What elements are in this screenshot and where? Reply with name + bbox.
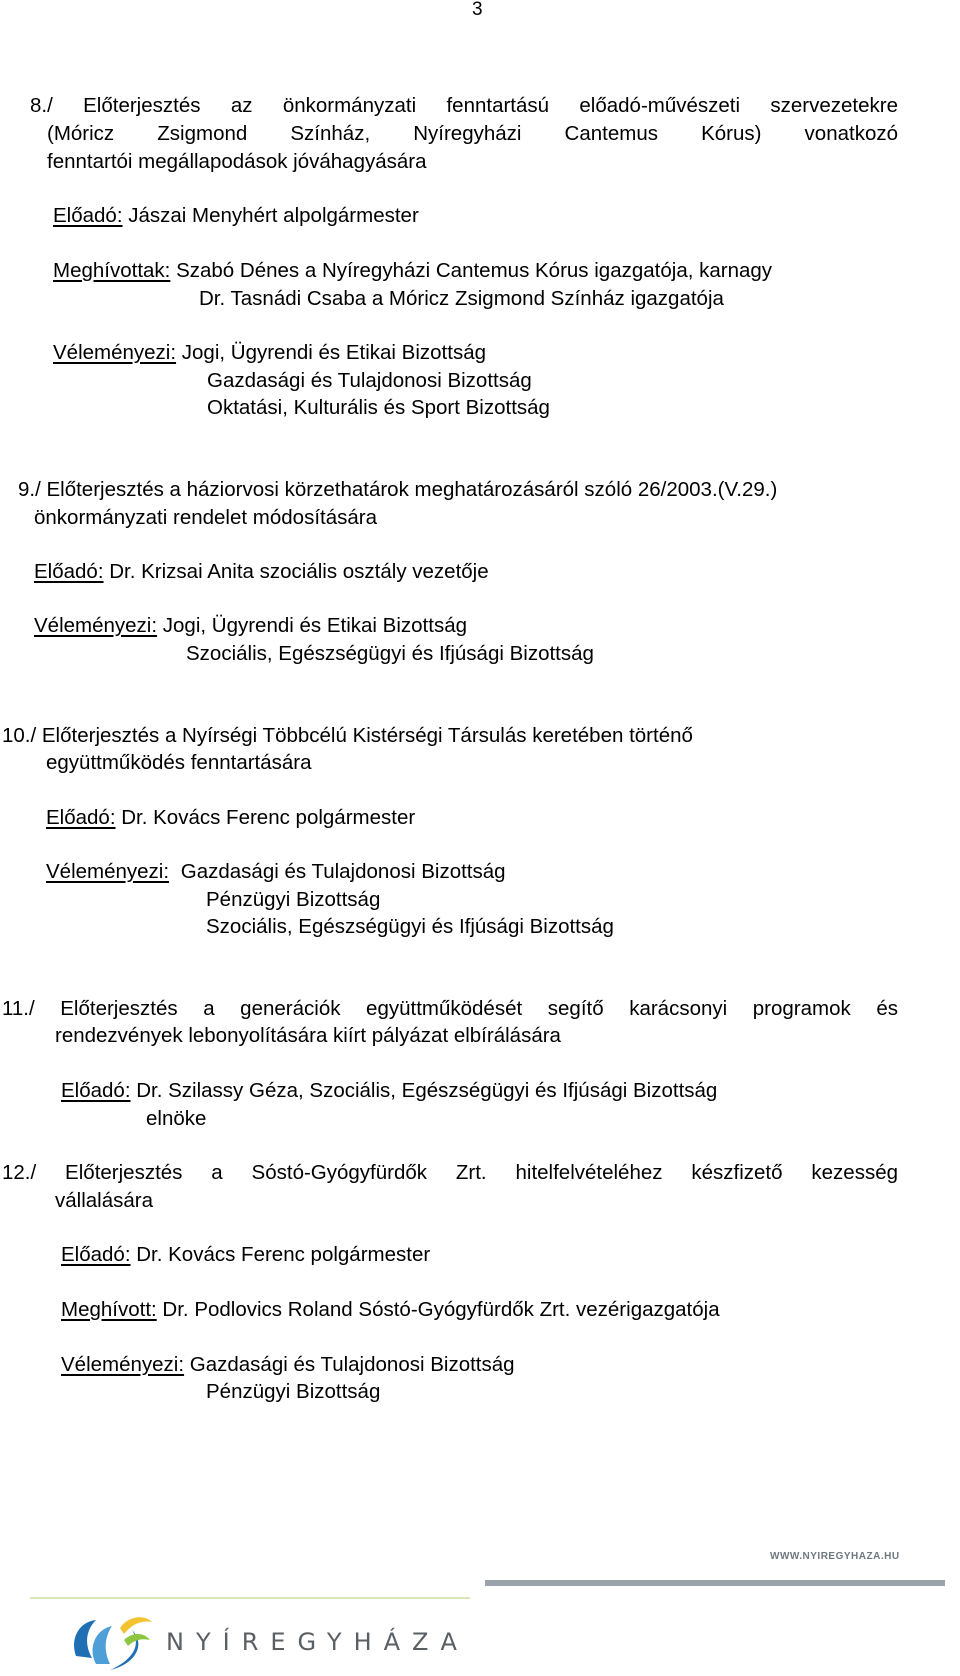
presenter-value: Dr. Krizsai Anita szociális osztály vezetője — [109, 560, 489, 583]
item-8-title-line-1: 8./ Előterjesztés az önkormányzati fenntartású előadó-művészeti szervezetekre — [30, 94, 898, 117]
presenter-value: Dr. Szilassy Géza, Szociális, Egészségügyi és Ifjúsági Bizottság — [136, 1079, 718, 1102]
footer-divider-green — [30, 1597, 470, 1599]
item-8-title-line-2: (Móricz Zsigmond Színház, Nyíregyházi Cantemus Kórus) vonatkozó — [47, 122, 898, 145]
item-8-title-line-3: fenntartói megállapodások jóváhagyására — [47, 150, 427, 173]
item-8-reviewers — [53, 338, 486, 367]
footer-divider-gray — [485, 1580, 945, 1586]
reviewer-1: Gazdasági és Tulajdonosi Bizottság — [189, 1353, 515, 1376]
item-12-presenter — [61, 1240, 430, 1269]
item-10-reviewer-3: Szociális, Egészségügyi és Ifjúsági Bizottság — [206, 915, 614, 938]
logo-yellow-swoosh — [120, 1617, 152, 1634]
footer-url: WWW.NYIREGYHAZA.HU — [770, 1551, 900, 1562]
item-9-title-line-1: 9./ Előterjesztés a háziorvosi körzethatárok meghatározásáról szóló 26/2003.(V.29.) — [18, 478, 778, 501]
item-9-reviewer-2: Szociális, Egészségügyi és Ifjúsági Bizottság — [186, 642, 594, 665]
item-8-reviewer-2: Gazdasági és Tulajdonosi Bizottság — [207, 369, 532, 392]
item-10-presenter — [46, 803, 415, 832]
item-12-reviewers — [61, 1350, 515, 1379]
presenter-label: Előadó: — [61, 1243, 131, 1266]
presenter-value: Dr. Kovács Ferenc polgármester — [121, 806, 416, 829]
item-12-reviewer-2: Pénzügyi Bizottság — [206, 1380, 381, 1403]
presenter-value: Jászai Menyhért alpolgármester — [128, 204, 419, 227]
presenter-label: Előadó: — [46, 806, 116, 829]
item-12-title-line-2: vállalására — [55, 1189, 153, 1212]
presenter-label: Előadó: — [34, 560, 104, 583]
reviewers-label: Véleményezi: — [34, 614, 158, 637]
reviewers-label: Véleményezi: — [61, 1353, 185, 1376]
city-logo-icon — [66, 1600, 166, 1676]
invited-label: Meghívottak: — [53, 259, 171, 282]
reviewers-label: Véleményezi: — [46, 860, 170, 883]
presenter-label: Előadó: — [53, 204, 123, 227]
item-10-reviewers — [46, 857, 506, 886]
item-9-title-line-2: önkormányzati rendelet módosítására — [34, 506, 377, 529]
reviewers-label: Véleményezi: — [53, 341, 177, 364]
item-11-title-line-1: 11./ Előterjesztés a generációk együttműködését segítő karácsonyi programok és — [2, 997, 898, 1020]
reviewer-1: Jogi, Ügyrendi és Etikai Bizottság — [181, 341, 486, 364]
item-9-presenter — [34, 557, 489, 586]
logo-lightblue-swoosh — [93, 1626, 112, 1664]
footer-brand-text: NYÍREGYHÁZA — [166, 1628, 469, 1656]
item-12-title-line-1: 12./ Előterjesztés a Sóstó-Gyógyfürdők Zrt. hitelfelvételéhez készfizető kezesség — [2, 1161, 898, 1184]
item-10-title-line-1: 10./ Előterjesztés a Nyírségi Többcélú Kistérségi Társulás keretében történő — [2, 724, 693, 747]
invited-label: Meghívott: — [61, 1298, 157, 1321]
presenter-value: Dr. Kovács Ferenc polgármester — [136, 1243, 431, 1266]
item-9-reviewers — [34, 611, 467, 640]
invited-value-1: Szabó Dénes a Nyíregyházi Cantemus Kórus igazgatója, karnagy — [176, 259, 773, 282]
reviewer-1: Jogi, Ügyrendi és Etikai Bizottság — [162, 614, 467, 637]
item-12-invited — [61, 1295, 720, 1324]
item-11-title-line-2: rendezvények lebonyolítására kiírt pályázat elbírálására — [55, 1024, 561, 1047]
invited-value: Dr. Podlovics Roland Sóstó-Gyógyfürdők Zrt. vezérigazgatója — [162, 1298, 720, 1321]
item-10-title-line-2: együttműködés fenntartására — [46, 751, 312, 774]
item-10-reviewer-2: Pénzügyi Bizottság — [206, 888, 381, 911]
item-8-reviewer-3: Oktatási, Kulturális és Sport Bizottság — [207, 396, 550, 419]
page-number: 3 — [472, 0, 483, 20]
presenter-label: Előadó: — [61, 1079, 131, 1102]
item-8-invited — [53, 256, 772, 285]
item-11-presenter-value-2: elnöke — [146, 1107, 207, 1130]
item-8-presenter — [53, 201, 419, 230]
item-8-invited-value-2: Dr. Tasnádi Csaba a Móricz Zsigmond Színház igazgatója — [199, 287, 724, 310]
reviewer-1: Gazdasági és Tulajdonosi Bizottság — [180, 860, 506, 883]
item-11-presenter — [61, 1076, 717, 1105]
